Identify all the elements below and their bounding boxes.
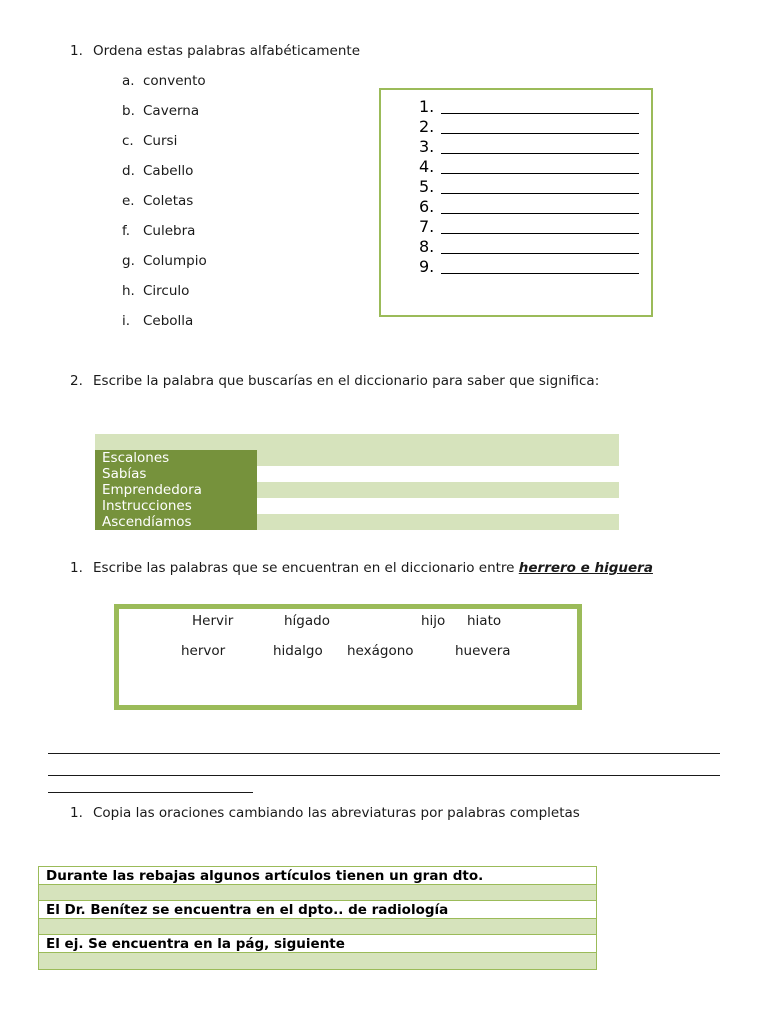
word-hervir: Hervir bbox=[192, 613, 234, 629]
item-word: Coletas bbox=[143, 193, 194, 209]
item-letter: e. bbox=[122, 193, 135, 209]
writing-line[interactable] bbox=[48, 775, 720, 776]
section3-instruction-prefix: Escribe las palabras que se encuentran en el diccionario entre bbox=[93, 560, 519, 576]
sentence-answer-row[interactable] bbox=[39, 919, 596, 935]
item-word: Circulo bbox=[143, 283, 190, 299]
table-row bbox=[95, 498, 619, 514]
sentence-answer-row[interactable] bbox=[39, 885, 596, 901]
answer-line bbox=[419, 176, 639, 196]
item-word: Culebra bbox=[143, 223, 196, 239]
word-hiato: hiato bbox=[467, 613, 502, 629]
section3-instruction bbox=[93, 560, 653, 576]
section4-number: 1. bbox=[70, 805, 83, 821]
table-word-cell: Escalones bbox=[95, 450, 257, 466]
answer-number: 4. bbox=[419, 157, 435, 176]
table-answer-cell[interactable] bbox=[257, 498, 619, 514]
section1-instruction: Ordena estas palabras alfabéticamente bbox=[93, 43, 361, 59]
item-word: Cursi bbox=[143, 133, 178, 149]
item-word: Columpio bbox=[143, 253, 207, 269]
answer-lines bbox=[419, 96, 639, 276]
word-hijo: hijo bbox=[421, 613, 446, 629]
word-hidalgo: hidalgo bbox=[273, 643, 323, 659]
sentence-row: El ej. Se encuentra en la pág, siguiente bbox=[39, 935, 596, 953]
word-huevera: huevera bbox=[455, 643, 511, 659]
table-answer-cell[interactable] bbox=[257, 514, 619, 530]
answer-line bbox=[419, 136, 639, 156]
answer-box bbox=[379, 88, 653, 317]
item-letter: c. bbox=[122, 133, 134, 149]
table-row bbox=[95, 482, 619, 498]
answer-number: 6. bbox=[419, 197, 435, 216]
answer-blank[interactable] bbox=[441, 99, 639, 114]
table-row bbox=[95, 514, 619, 530]
answer-line bbox=[419, 196, 639, 216]
answer-blank[interactable] bbox=[441, 119, 639, 134]
item-word: Caverna bbox=[143, 103, 200, 119]
answer-blank[interactable] bbox=[441, 219, 639, 234]
item-letter: g. bbox=[122, 253, 135, 269]
item-letter: i. bbox=[122, 313, 131, 329]
answer-line bbox=[419, 236, 639, 256]
section2-instruction: Escribe la palabra que buscarías en el diccionario para saber que significa: bbox=[93, 373, 600, 389]
answer-number: 2. bbox=[419, 117, 435, 136]
answer-number: 1. bbox=[419, 97, 435, 116]
table-header-row bbox=[95, 434, 619, 450]
section4-instruction: Copia las oraciones cambiando las abreviaturas por palabras completas bbox=[93, 805, 580, 821]
item-letter: h. bbox=[122, 283, 135, 299]
section1-number: 1. bbox=[70, 43, 83, 59]
dictionary-table bbox=[95, 434, 619, 530]
answer-number: 5. bbox=[419, 177, 435, 196]
word-hervor: hervor bbox=[181, 643, 226, 659]
sentences-table bbox=[38, 866, 597, 970]
sentence-answer-row[interactable] bbox=[39, 953, 596, 969]
item-letter: b. bbox=[122, 103, 135, 119]
table-row bbox=[95, 466, 619, 482]
answer-blank[interactable] bbox=[441, 139, 639, 154]
item-letter: a. bbox=[122, 73, 135, 89]
sentence-row: Durante las rebajas algunos artículos tienen un gran dto. bbox=[39, 867, 596, 885]
table-answer-cell[interactable] bbox=[257, 466, 619, 482]
table-word-cell: Ascendíamos bbox=[95, 514, 257, 530]
answer-blank[interactable] bbox=[441, 179, 639, 194]
table-word-cell: Sabías bbox=[95, 466, 257, 482]
item-letter: f. bbox=[122, 223, 131, 239]
answer-line bbox=[419, 216, 639, 236]
answer-blank[interactable] bbox=[441, 259, 639, 274]
section2-number: 2. bbox=[70, 373, 83, 389]
answer-line bbox=[419, 96, 639, 116]
writing-line[interactable] bbox=[48, 753, 720, 754]
table-row bbox=[95, 450, 619, 466]
writing-line[interactable] bbox=[48, 792, 253, 793]
answer-blank[interactable] bbox=[441, 159, 639, 174]
sentence-row: El Dr. Benítez se encuentra en el dpto.. de radiología bbox=[39, 901, 596, 919]
item-word: convento bbox=[143, 73, 206, 89]
section3-instruction-emphasis: herrero e higuera bbox=[518, 560, 653, 576]
answer-line bbox=[419, 116, 639, 136]
item-letter: d. bbox=[122, 163, 135, 179]
table-word-cell: Emprendedora bbox=[95, 482, 257, 498]
answer-blank[interactable] bbox=[441, 199, 639, 214]
table-word-cell: Instrucciones bbox=[95, 498, 257, 514]
item-word: Cabello bbox=[143, 163, 194, 179]
word-hexagono: hexágono bbox=[347, 643, 414, 659]
answer-blank[interactable] bbox=[441, 239, 639, 254]
table-answer-cell[interactable] bbox=[257, 482, 619, 498]
item-word: Cebolla bbox=[143, 313, 194, 329]
answer-number: 8. bbox=[419, 237, 435, 256]
answer-number: 9. bbox=[419, 257, 435, 276]
section3-number: 1. bbox=[70, 560, 83, 576]
answer-number: 7. bbox=[419, 217, 435, 236]
answer-number: 3. bbox=[419, 137, 435, 156]
answer-line bbox=[419, 156, 639, 176]
table-answer-cell[interactable] bbox=[257, 450, 619, 466]
answer-line bbox=[419, 256, 639, 276]
word-higado: hígado bbox=[284, 613, 330, 629]
